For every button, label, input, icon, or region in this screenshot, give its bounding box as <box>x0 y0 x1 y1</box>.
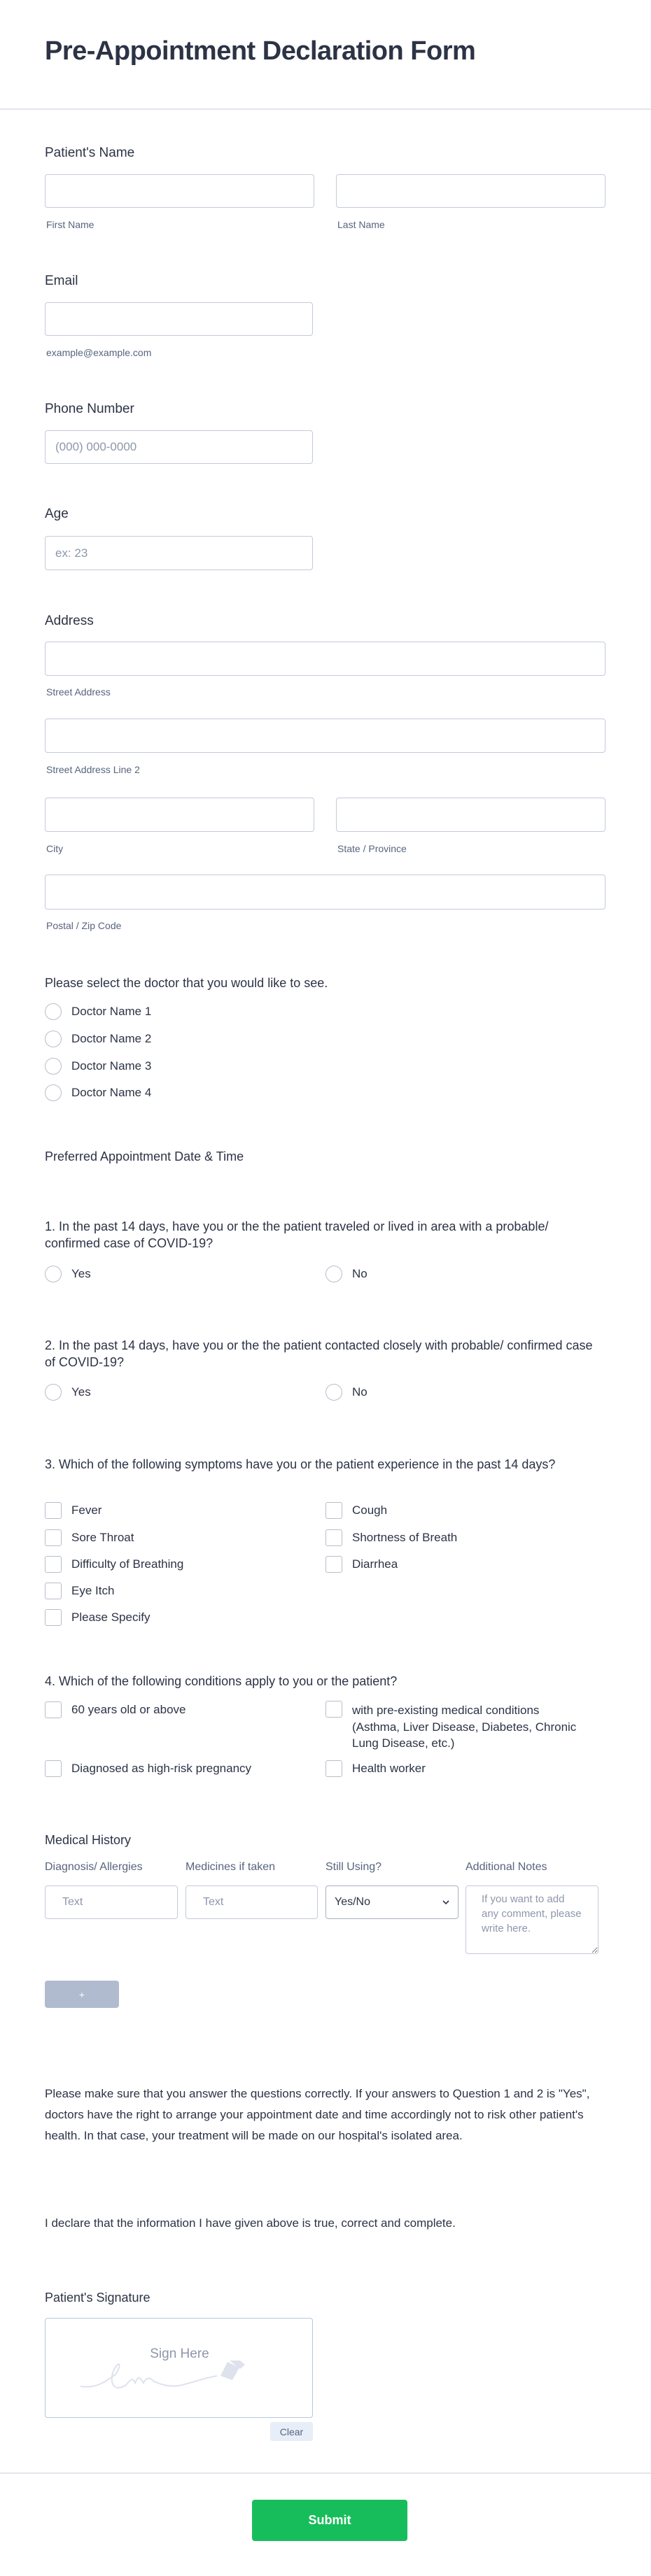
q1-no-label[interactable]: No <box>352 1267 368 1280</box>
doctor-question: Please select the doctor that you would like to see. <box>45 976 328 990</box>
q1-yes-radio[interactable] <box>45 1266 62 1282</box>
please-specify-label[interactable]: Please Specify <box>71 1611 150 1624</box>
cough-checkbox[interactable] <box>326 1502 342 1519</box>
email-label: Email <box>45 274 78 288</box>
q1-question: 1. In the past 14 days, have you or the the patient traveled or lived in area with a probable/ confirmed case of COVID-19? <box>45 1219 549 1250</box>
notice-paragraph: Please make sure that you answer the questions correctly. If your answers to Question 1 and 2 is "Yes", doctors have the right to arrange your appointment date and time accordingly not to risk other patient's health. In that case, your treatment will be made on our hospital's isolated area. <box>45 2087 590 2142</box>
q3-question: 3. Which of the following symptoms have you or the patient experience in the past 14 days? <box>45 1457 556 1471</box>
signature-label: Patient's Signature <box>45 2291 150 2305</box>
email-sublabel: example@example.com <box>46 347 152 358</box>
q1-no-radio[interactable] <box>326 1266 342 1282</box>
city-sublabel: City <box>46 843 64 854</box>
doctor-2-radio[interactable] <box>45 1031 62 1047</box>
age-input[interactable] <box>45 536 313 570</box>
please-specify-checkbox[interactable] <box>45 1609 62 1626</box>
fever-checkbox[interactable] <box>45 1502 62 1519</box>
street-address-input[interactable] <box>45 642 606 676</box>
age-60-label[interactable]: 60 years old or above <box>71 1703 186 1716</box>
q2-question: 2. In the past 14 days, have you or the the patient contacted closely with probable/ confirmed case of COVID-19? <box>45 1338 593 1369</box>
chevron-down-icon <box>442 1900 449 1905</box>
q4-question: 4. Which of the following conditions apply to you or the patient? <box>45 1674 398 1688</box>
zip-sublabel: Postal / Zip Code <box>46 920 122 931</box>
first-name-sublabel: First Name <box>46 219 94 230</box>
street-address-sublabel: Street Address <box>46 686 111 698</box>
street-address-2-input[interactable] <box>45 719 606 753</box>
pregnancy-checkbox[interactable] <box>45 1760 62 1777</box>
age-60-checkbox[interactable] <box>45 1701 62 1718</box>
pregnancy-label[interactable]: Diagnosed as high-risk pregnancy <box>71 1762 252 1775</box>
medicines-input[interactable] <box>186 1885 318 1919</box>
email-input[interactable] <box>45 302 313 336</box>
footer-divider <box>0 2472 651 2474</box>
difficulty-breathing-label[interactable]: Difficulty of Breathing <box>71 1557 184 1571</box>
doctor-3-radio[interactable] <box>45 1058 62 1075</box>
age-label: Age <box>45 507 69 521</box>
diarrhea-label[interactable]: Diarrhea <box>352 1557 398 1571</box>
fever-label[interactable]: Fever <box>71 1503 102 1517</box>
street-address-2-sublabel: Street Address Line 2 <box>46 764 140 775</box>
q2-yes-label[interactable]: Yes <box>71 1385 91 1399</box>
sore-throat-checkbox[interactable] <box>45 1529 62 1546</box>
appointment-label: Preferred Appointment Date & Time <box>45 1149 244 1163</box>
column-medicines: Medicines if taken <box>186 1861 276 1873</box>
notes-textarea[interactable] <box>465 1885 598 1954</box>
sore-throat-label[interactable]: Sore Throat <box>71 1531 134 1544</box>
phone-input[interactable] <box>45 430 313 464</box>
doctor-4-radio[interactable] <box>45 1084 62 1101</box>
q2-yes-radio[interactable] <box>45 1384 62 1401</box>
state-sublabel: State / Province <box>337 843 407 854</box>
signature-pad[interactable] <box>45 2318 313 2418</box>
doctor-2-label[interactable]: Doctor Name 2 <box>71 1032 152 1045</box>
address-label: Address <box>45 614 94 628</box>
shortness-breath-label[interactable]: Shortness of Breath <box>352 1531 458 1544</box>
add-row-button[interactable]: + <box>45 1981 119 2008</box>
zip-input[interactable] <box>45 875 606 910</box>
doctor-4-label[interactable]: Doctor Name 4 <box>71 1086 152 1099</box>
phone-label: Phone Number <box>45 402 134 416</box>
cough-label[interactable]: Cough <box>352 1503 388 1517</box>
eye-itch-label[interactable]: Eye Itch <box>71 1584 115 1597</box>
last-name-sublabel: Last Name <box>337 219 385 230</box>
signature-pen-icon <box>77 2361 280 2395</box>
q1-yes-label[interactable]: Yes <box>71 1267 91 1280</box>
declaration-text: I declare that the information I have given above is true, correct and complete. <box>45 2216 456 2230</box>
eye-itch-checkbox[interactable] <box>45 1583 62 1599</box>
doctor-3-label[interactable]: Doctor Name 3 <box>71 1059 152 1073</box>
medical-history-label: Medical History <box>45 1833 132 1847</box>
diagnosis-input[interactable] <box>45 1885 178 1919</box>
clear-signature-button[interactable]: Clear <box>270 2422 313 2441</box>
doctor-1-label[interactable]: Doctor Name 1 <box>71 1005 152 1018</box>
shortness-breath-checkbox[interactable] <box>326 1529 342 1546</box>
pre-existing-checkbox[interactable] <box>326 1701 342 1718</box>
city-input[interactable] <box>45 798 314 832</box>
q2-no-label[interactable]: No <box>352 1385 368 1399</box>
column-notes: Additional Notes <box>465 1861 547 1873</box>
column-diagnosis: Diagnosis/ Allergies <box>45 1861 143 1873</box>
sign-here-placeholder: Sign Here <box>150 2347 209 2361</box>
still-using-select[interactable] <box>326 1885 458 1919</box>
column-still-using: Still Using? <box>326 1861 382 1873</box>
diarrhea-checkbox[interactable] <box>326 1556 342 1573</box>
state-input[interactable] <box>336 798 606 832</box>
last-name-input[interactable] <box>336 174 606 208</box>
difficulty-breathing-checkbox[interactable] <box>45 1556 62 1573</box>
form-title: Pre-Appointment Declaration Form <box>45 36 476 66</box>
q2-no-radio[interactable] <box>326 1384 342 1401</box>
patient-name-label: Patient's Name <box>45 146 135 160</box>
pre-existing-label[interactable]: with pre-existing medical conditions (Asthma, Liver Disease, Diabetes, Chronic Lung Disease, etc.) <box>352 1704 577 1750</box>
submit-button[interactable]: Submit <box>252 2500 407 2541</box>
header-divider <box>0 108 651 110</box>
doctor-1-radio[interactable] <box>45 1003 62 1020</box>
health-worker-checkbox[interactable] <box>326 1760 342 1777</box>
health-worker-label[interactable]: Health worker <box>352 1762 426 1775</box>
first-name-input[interactable] <box>45 174 314 208</box>
still-using-value: Yes/No <box>335 1896 370 1908</box>
